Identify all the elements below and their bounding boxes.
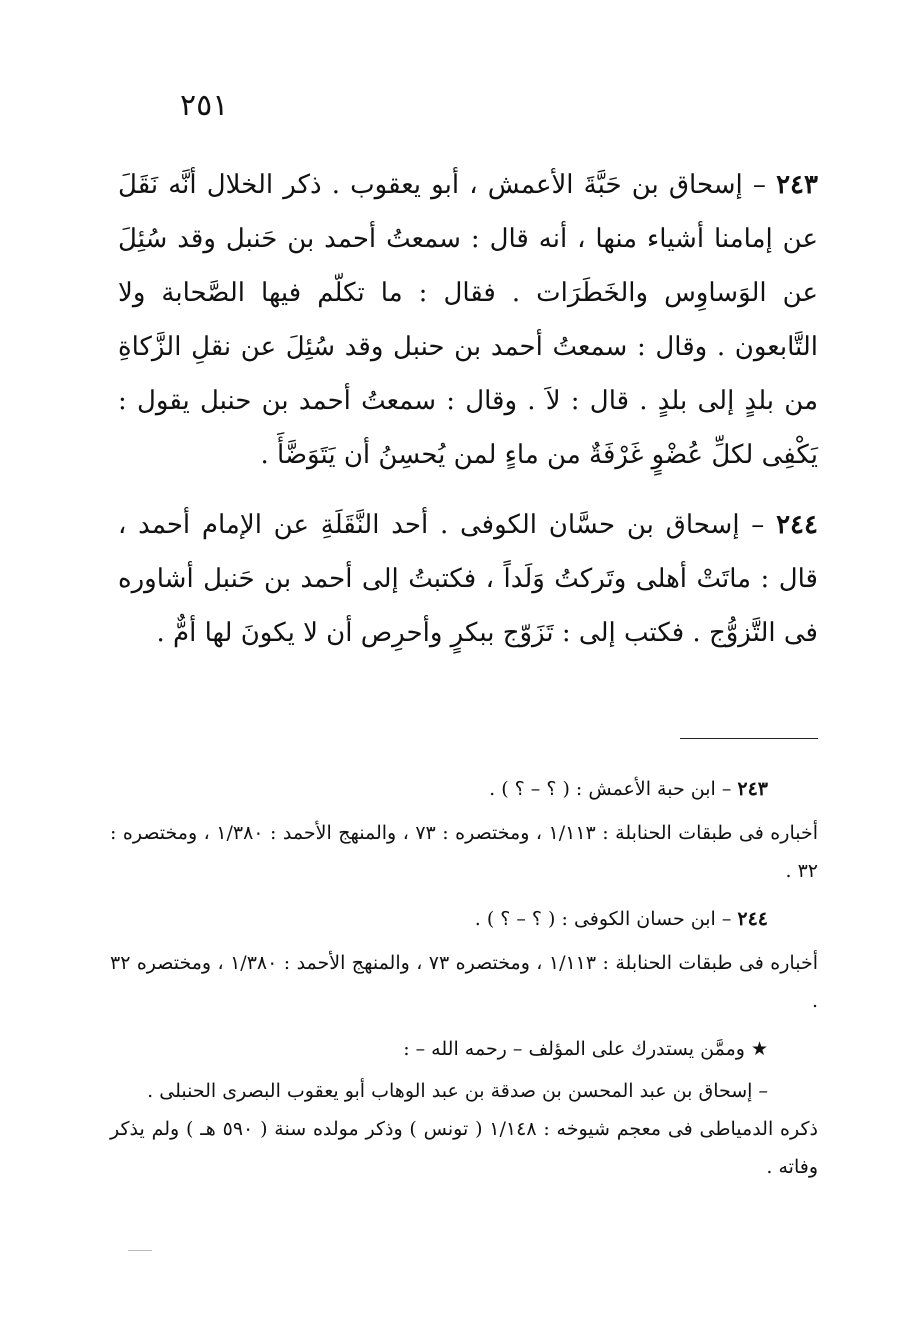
footnote-244-body: أخباره فى طبقات الحنابلة : ١/١١٣ ، ومختصره ٧٣ ، والمنهج الأحمد : ١/٣٨٠ ، ومختصره ٣٢ . xyxy=(110,952,818,1012)
entry-number: ٢٤٣ xyxy=(776,170,818,200)
footnote-number: ٢٤٣ xyxy=(737,778,768,800)
main-text xyxy=(118,158,818,660)
entry-243 xyxy=(118,158,818,482)
footnote-heading-text: – ابن حسان الكوفى : ( ؟ – ؟ ) . xyxy=(474,908,738,930)
entry-text: – إسحاق بن حَبَّةَ الأعمش ، أبو يعقوب . ذكر الخلال أنَّه نَقَلَ عن إمامنا أشياء منها ، أنه قال : سمعتُ أحمد بن حَنبل وقد سُئِلَ عن الوَساوِس والخَطَرَات . فقال : ما تكلّم فيها الصَّحابة ولا التَّابعون . وقال : سمعتُ أحمد بن حنبل وقد سُئِلَ عن نقلِ الزَّكاةِ من بلدٍ إلى بلدٍ . قال : لاَ . وقال : سمعتُ أحمد بن حنبل يقول : يَكْفِى لكلِّ عُضْوٍ غَرْفَةٌ من ماءٍ لمن يُحسِنُ أن يَتَوَضَّأَ . xyxy=(118,170,818,470)
entry-text: – إسحاق بن حسَّان الكوفى . أحد النَّقَلَةِ عن الإمام أحمد ، قال : ماتَتْ أهلى وتَركتُ وَلَداً ، فكتبتُ إلى أحمد بن حَنبل أشاوره فى التَّزوُّج . فكتب إلى : تَزَوّج ببكرٍ وأحرِص أن لا يكونَ لها أمٌّ . xyxy=(118,510,818,648)
footnotes xyxy=(110,770,818,1186)
scan-mark xyxy=(128,1250,152,1251)
page-number: ٢٥١ xyxy=(180,88,229,123)
entry-244 xyxy=(118,498,818,660)
addendum-entry: – إسحاق بن عبد المحسن بن صدقة بن عبد الوهاب أبو يعقوب البصرى الحنبلى . xyxy=(147,1080,768,1102)
footnote-heading-text: – ابن حبة الأعمش : ( ؟ – ؟ ) . xyxy=(489,778,738,800)
footnote-number: ٢٤٤ xyxy=(737,908,768,930)
entry-number: ٢٤٤ xyxy=(776,510,818,540)
footnote-243-heading xyxy=(110,770,818,808)
footnote-separator xyxy=(680,738,818,739)
addendum-details: ذكره الدمياطى فى معجم شيوخه : ١/١٤٨ ( تونس ) وذكر مولده سنة ( ٥٩٠ هـ ) ولم يذكر وفاته . xyxy=(110,1118,818,1178)
footnote-243-body: أخباره فى طبقات الحنابلة : ١/١١٣ ، ومختصره : ٧٣ ، والمنهج الأحمد : ١/٣٨٠ ، ومختصره : ٣٢ . xyxy=(110,822,818,882)
footnote-244-heading xyxy=(110,900,818,938)
addendum-heading: ★ وممَّن يستدرك على المؤلف – رحمه الله – : xyxy=(403,1038,768,1060)
